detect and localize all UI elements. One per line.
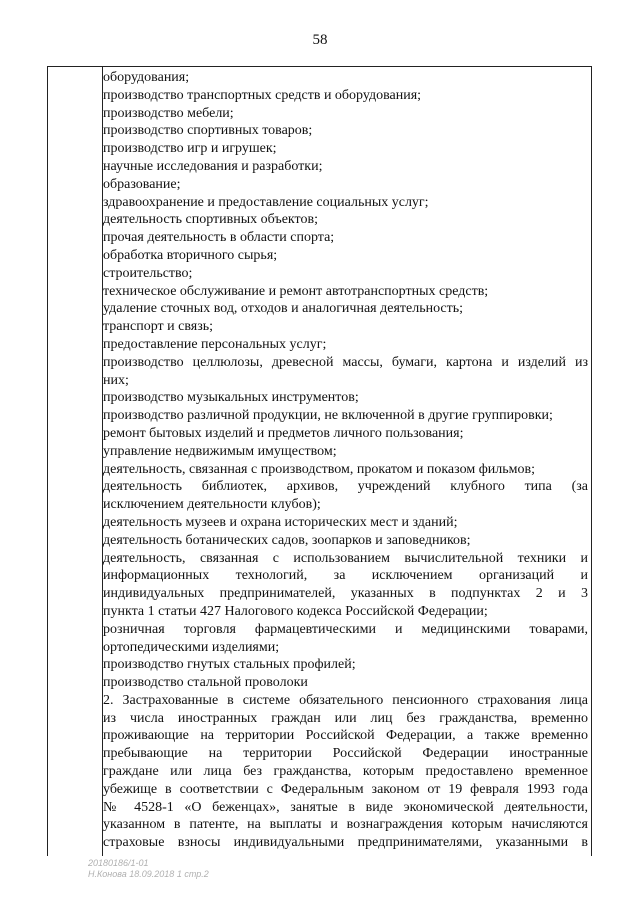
text-line: строительство; [103,265,193,281]
text-line: производство стальной проволоки [103,675,308,691]
document-table [47,66,592,856]
text-line: оборудования; [103,70,190,85]
text-line: деятельность спортивных объектов; [103,212,318,228]
text-line: транспорт и связь; [103,319,214,335]
text-line: деятельность, связанная с производством, прокатом и показом фильмов; [103,461,535,477]
text-line: деятельность библиотек, архивов, учреждений клубного типа (за [103,479,588,495]
text-line: образование; [103,176,181,192]
text-line: производство целлюлозы, древесной массы, бумаги, картона и изделий из [103,354,588,370]
text-line: техническое обслуживание и ремонт автотранспортных средств; [103,283,489,299]
text-line: ортопедическими изделиями; [103,639,280,655]
text-line: деятельность музеев и охрана исторических мест и зданий; [103,514,458,530]
text-line: прочая деятельность в области спорта; [103,230,335,246]
text-line: 2. Застрахованные в системе обязательного пенсионного страхования лица [103,692,588,708]
text-line: здравоохранение и предоставление социальных услуг; [103,194,429,210]
stamp-line: Н.Конова 18.09.2018 1 стр.2 [88,869,209,879]
text-line: производство мебели; [103,105,234,121]
text-line: обработка вторичного сырья; [103,247,278,263]
text-line: из числа иностранных граждан или лиц без гражданства, временно [103,710,588,726]
text-line: научные исследования и разработки; [103,158,323,174]
text-line: индивидуальных предпринимателей, указанных в подпунктах 2 и 3 [103,586,588,602]
text-line: исключением деятельности клубов); [103,497,321,513]
text-line: предоставление персональных услуг; [103,336,327,352]
text-line: информационных технологий, за исключением организаций и [103,568,588,584]
text-line: пункта 1 статьи 427 Налогового кодекса Российской Федерации; [103,603,488,619]
text-line: производство гнутых стальных профилей; [103,657,356,673]
text-line: производство игр и игрушек; [103,141,277,157]
text-line: граждане или лица без гражданства, которым предоставлено временное [103,764,588,780]
text-line: страховые взносы индивидуальными предпринимателями, указанными в [103,835,588,851]
text-line: производство различной продукции, не включенной в другие группировки; [103,408,553,424]
faint-stamp [88,858,209,880]
text-line: управление недвижимым имуществом; [103,443,337,459]
text-line: проживающие на территории Российской Федерации, а также временно [103,728,588,744]
text-line: указанном в патенте, на выплаты и вознаграждения которым начисляются [103,817,588,833]
text-line: убежище в соответствии с Федеральным законом от 19 февраля 1993 года [103,781,588,797]
text-line: производство спортивных товаров; [103,123,313,139]
text-line: пребывающие на территории Российской Федерации иностранные [103,746,588,762]
empty-left-column [48,67,103,856]
text-line: розничная торговля фармацевтическими и медицинскими товарами, [103,621,588,637]
stamp-line: 20180186/1-01 [88,858,149,868]
text-line: ремонт бытовых изделий и предметов личного пользования; [103,425,464,441]
text-line: них; [103,372,129,388]
text-line: производство транспортных средств и оборудования; [103,87,422,103]
text-line: удаление сточных вод, отходов и аналогичная деятельность; [103,301,464,317]
text-line: деятельность, связанная с использованием вычислительной техники и [103,550,588,566]
text-line: производство музыкальных инструментов; [103,390,359,406]
page-number: 58 [312,32,328,48]
text-line: № 4528-1 «О беженцах», занятые в виде экономической деятельности, [103,799,588,815]
table-text-cell [103,69,588,852]
text-line: деятельность ботанических садов, зоопарков и заповедников; [103,532,471,548]
